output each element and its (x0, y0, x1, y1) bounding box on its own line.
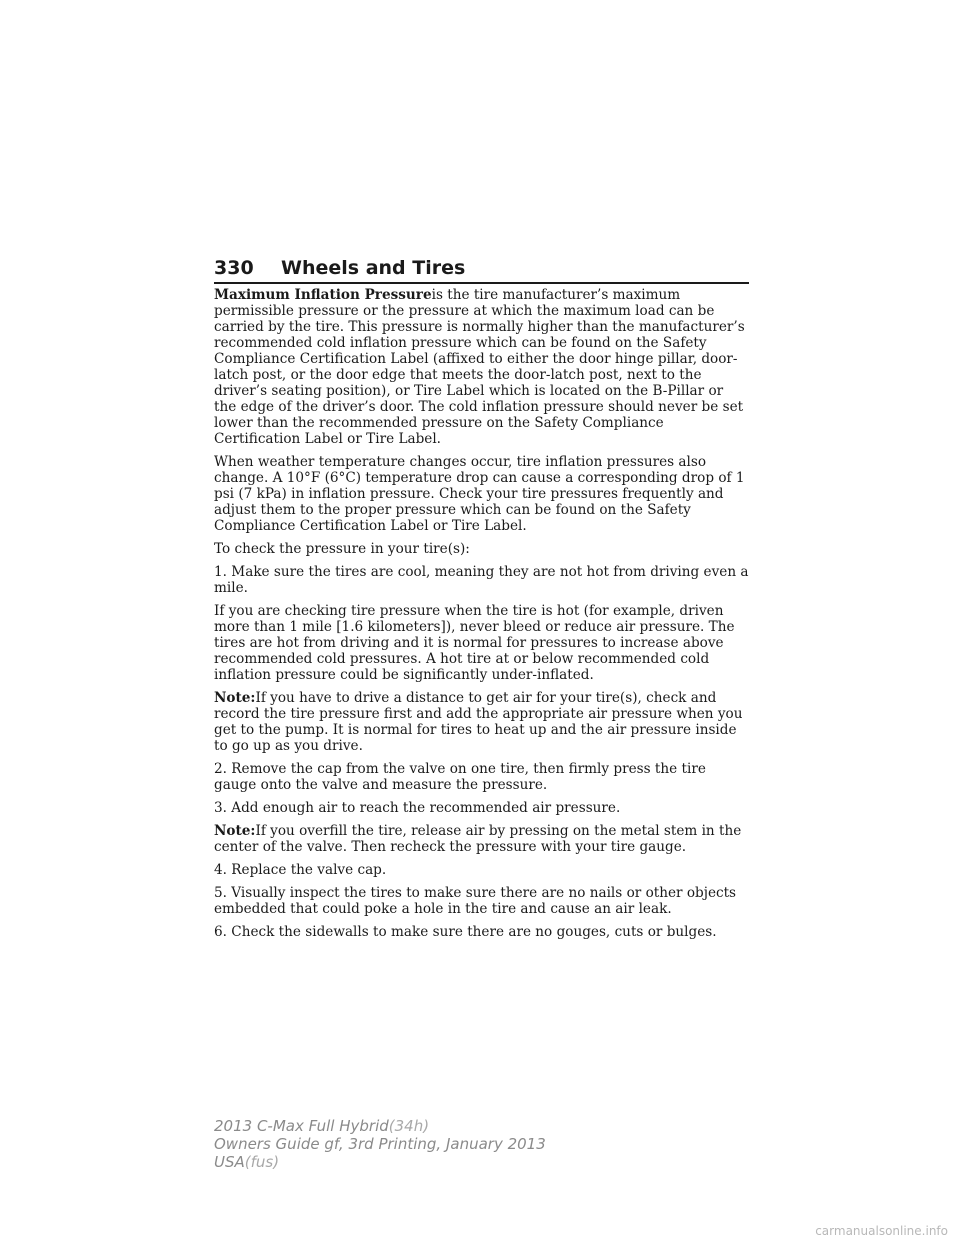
section-title: Wheels and Tires (281, 257, 466, 279)
step-1: 1. Make sure the tires are cool, meaning they are not hot from driving even a mile. (214, 564, 749, 596)
note-label: Note: (214, 690, 256, 706)
paragraph-max-inflation (214, 287, 749, 447)
term-max-inflation: Maximum Inflation Pressure (214, 287, 432, 303)
step-4: 4. Replace the valve cap. (214, 862, 387, 878)
page-content (214, 287, 749, 947)
footer-line-2: Owners Guide gf, 3rd Printing, January 2013 (214, 1135, 546, 1153)
footer-region-code: (fus) (244, 1153, 280, 1171)
footer-line-1 (214, 1117, 546, 1135)
footer-model: 2013 C-Max Full Hybrid (214, 1117, 389, 1135)
note-text: If you have to drive a distance to get air for your tire(s), check and record the tire pressure first and add the appropriate air pressure when you get to the pump. It is normal for tires to heat up and the air pressure inside to go up as you drive. (214, 690, 743, 754)
page-footer (214, 1117, 546, 1171)
note-drive-distance (214, 690, 749, 754)
step-6: 6. Check the sidewalls to make sure there are no gouges, cuts or bulges. (214, 924, 717, 940)
paragraph-hot-tire: If you are checking tire pressure when the tire is hot (for example, driven more than 1 mile [1.6 kilometers]), never bleed or reduce air pressure. The tires are hot from driving and it is normal for pressures to increase above recommended cold pressures. A hot tire at or below recommended cold inflation pressure could be significantly under-inflated. (214, 603, 735, 683)
step-5: 5. Visually inspect the tires to make sure there are no nails or other objects embedded that could poke a hole in the tire and cause an air leak. (214, 885, 737, 917)
note-overfill (214, 823, 749, 855)
footer-line-3 (214, 1153, 546, 1171)
footer-model-code: (34h) (388, 1117, 430, 1135)
paragraph-check-intro: To check the pressure in your tire(s): (214, 541, 470, 557)
note-text: If you overfill the tire, release air by pressing on the metal stem in the center of the valve. Then recheck the pressure with your tire gauge. (214, 823, 742, 855)
note-label: Note: (214, 823, 256, 839)
footer-region: USA (214, 1153, 245, 1171)
page-header (214, 258, 749, 284)
step-2: 2. Remove the cap from the valve on one tire, then firmly press the tire gauge onto the valve and measure the pressure. (214, 761, 706, 793)
paragraph-temperature: When weather temperature changes occur, tire inflation pressures also change. A 10°F (6°C) temperature drop can cause a corresponding drop of 1 psi (7 kPa) in inflation pressure. Check your tire pressures frequently and adjust them to the proper pressure which can be found on the Safety Compliance Certification Label or Tire Label. (214, 454, 745, 534)
step-3: 3. Add enough air to reach the recommended air pressure. (214, 800, 621, 816)
site-watermark: carmanualsonline.info (815, 1224, 948, 1238)
page-number: 330 (214, 257, 254, 279)
paragraph-text: is the tire manufacturer’s maximum permissible pressure or the pressure at which the maximum load can be carried by the tire. This pressure is normally higher than the manufacturer’s recommended cold inflation pressure which can be found on the Safety Compliance Certification Label (affixed to either the door hinge pillar, door-latch post, or the door edge that meets the door-latch post, next to the driver’s seating position), or Tire Label which is located on the B-Pillar or the edge of the driver’s door. The cold inflation pressure should never be set lower than the recommended pressure on the Safety Compliance Certification Label or Tire Label. (214, 287, 745, 447)
